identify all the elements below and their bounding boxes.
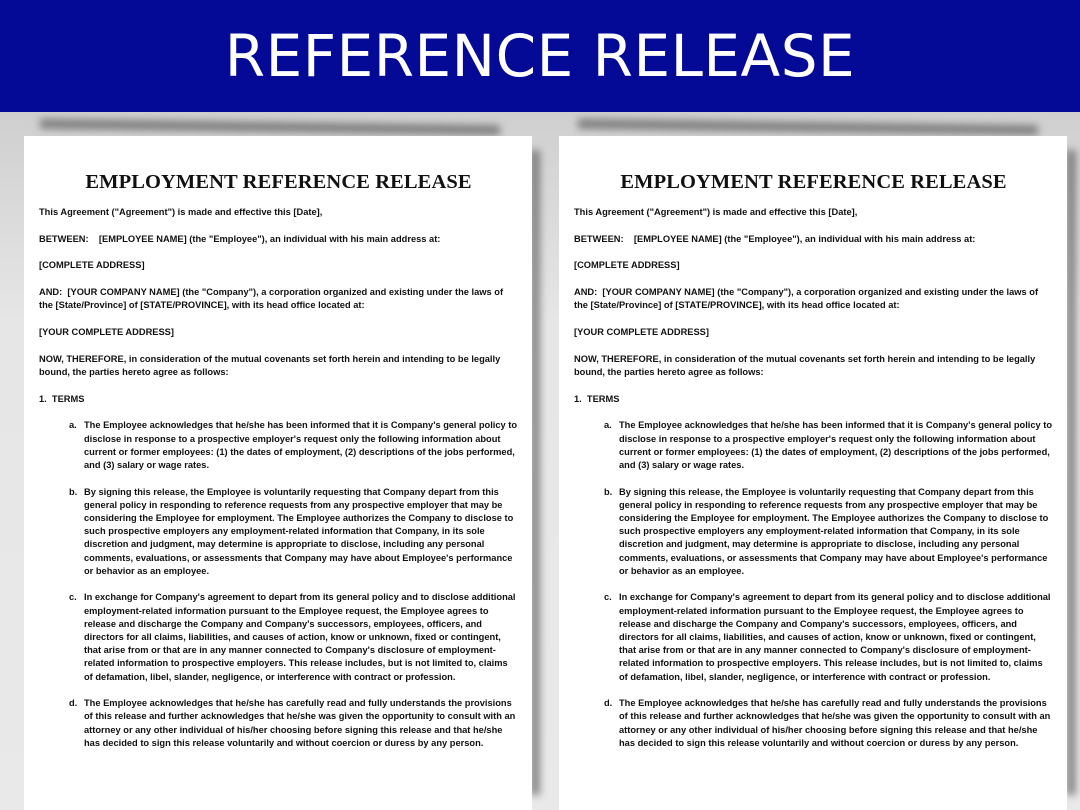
item-letter: b. — [604, 486, 613, 497]
section-heading-terms: 1. TERMS — [39, 393, 85, 404]
list-item — [39, 486, 518, 578]
item-text: The Employee acknowledges that he/she has carefully read and fully understands the provisions of this release and further acknowledges that he/she was given the opportunity to consult with an attorney or any other individual of his/her choosing before signing this release and that he/she has decided to sign this release voluntarily and without coercion or duress by any person. — [619, 698, 1051, 748]
list-item — [39, 419, 518, 472]
company-address: [YOUR COMPLETE ADDRESS] — [574, 327, 709, 338]
and-paragraph: AND: [YOUR COMPANY NAME] (the "Company"), a corporation organized and existing under the laws of the [State/Province] of [STATE/PROVINCE], with its head office located at: — [39, 287, 504, 311]
item-letter: c. — [69, 592, 77, 603]
intro-paragraph: This Agreement ("Agreement") is made and effective this [Date], — [574, 207, 858, 217]
list-item — [574, 419, 1053, 472]
page-shadow — [1066, 150, 1076, 795]
item-letter: c. — [604, 592, 612, 603]
document-page-right — [559, 136, 1067, 810]
item-letter: d. — [604, 698, 613, 709]
item-letter: d. — [69, 698, 78, 709]
list-item — [574, 591, 1053, 683]
item-text: The Employee acknowledges that he/she has been informed that it is Company's general policy to disclose in response to a prospective employer's request only the following information about current or former employees: (1) the dates of employment, (2) descriptions of the jobs performed, and (3) salary or wage rates. — [619, 420, 1053, 470]
intro-paragraph: This Agreement ("Agreement") is made and effective this [Date], — [39, 207, 323, 217]
item-text: The Employee acknowledges that he/she has carefully read and fully understands the provisions of this release and further acknowledges that he/she was given the opportunity to consult with an attorney or any other individual of his/her choosing before signing this release and that he/she has decided to sign this release voluntarily and without coercion or duress by any person. — [84, 698, 516, 748]
item-letter: b. — [69, 486, 78, 497]
item-text: In exchange for Company's agreement to depart from its general policy and to disclose additional employment-related information pursuant to the Employee request, the Employee agrees to release and discharge the Company and Company's successors, employees, officers, and directors for all claims, liabilities, and causes of action, know or unknown, fixed or contingent, that arise from or that are in any manner connected to Company's disclosure of employment-related information to prospective employers. This release includes, but is not limited to, claims of defamation, libel, slander, negligence, or interference with contract or profession. — [84, 592, 516, 682]
list-item — [39, 591, 518, 683]
item-letter: a. — [69, 420, 77, 431]
between-paragraph: BETWEEN: [EMPLOYEE NAME] (the "Employee"), an individual with his main address at: — [574, 233, 976, 244]
item-text: By signing this release, the Employee is voluntarily requesting that Company depart from this general policy in responding to reference requests from any prospective employer that may be considering the Employee for employment. The Employee authorizes the Company to disclose to such prospective employers any employment-related information that Company, in its sole discretion and judgment, may determine is appropriate to disclose, including any personal comments, evaluations, or assessments that Company may have about Employee's performance or behavior as an employee. — [84, 486, 514, 576]
title-banner — [0, 0, 1080, 112]
employee-address: [COMPLETE ADDRESS] — [39, 260, 145, 271]
and-paragraph: AND: [YOUR COMPANY NAME] (the "Company"), a corporation organized and existing under the laws of the [State/Province] of [STATE/PROVINCE], with its head office located at: — [574, 287, 1039, 311]
banner-title: REFERENCE RELEASE — [224, 22, 856, 90]
item-text: In exchange for Company's agreement to depart from its general policy and to disclose additional employment-related information pursuant to the Employee request, the Employee agrees to release and discharge the Company and Company's successors, employees, officers, and directors for all claims, liabilities, and causes of action, know or unknown, fixed or contingent, that arise from or that are in any manner connected to Company's disclosure of employment-related information to prospective employers. This release includes, but is not limited to, claims of defamation, libel, slander, negligence, or interference with contract or profession. — [619, 592, 1051, 682]
item-letter: a. — [604, 420, 612, 431]
employee-address: [COMPLETE ADDRESS] — [574, 260, 680, 271]
document-page-left — [24, 136, 532, 810]
company-address: [YOUR COMPLETE ADDRESS] — [39, 327, 174, 338]
item-text: The Employee acknowledges that he/she has been informed that it is Company's general policy to disclose in response to a prospective employer's request only the following information about current or former employees: (1) the dates of employment, (2) descriptions of the jobs performed, and (3) salary or wage rates. — [84, 420, 518, 470]
document-title: EMPLOYMENT REFERENCE RELEASE — [85, 171, 472, 193]
now-therefore-paragraph: NOW, THEREFORE, in consideration of the mutual covenants set forth herein and intending to be legally bound, the parties hereto agree as follows: — [39, 353, 501, 377]
now-therefore-paragraph: NOW, THEREFORE, in consideration of the mutual covenants set forth herein and intending to be legally bound, the parties hereto agree as follows: — [574, 353, 1036, 377]
between-paragraph: BETWEEN: [EMPLOYEE NAME] (the "Employee"), an individual with his main address at: — [39, 233, 441, 244]
document-title: EMPLOYMENT REFERENCE RELEASE — [620, 171, 1007, 193]
item-text: By signing this release, the Employee is voluntarily requesting that Company depart from this general policy in responding to reference requests from any prospective employer that may be considering the Employee for employment. The Employee authorizes the Company to disclose to such prospective employers any employment-related information that Company, in its sole discretion and judgment, may determine is appropriate to disclose, including any personal comments, evaluations, or assessments that Company may have about Employee's performance or behavior as an employee. — [619, 486, 1049, 576]
list-item — [574, 697, 1053, 750]
list-item — [39, 697, 518, 750]
list-item — [574, 486, 1053, 578]
section-heading-terms: 1. TERMS — [574, 393, 620, 404]
